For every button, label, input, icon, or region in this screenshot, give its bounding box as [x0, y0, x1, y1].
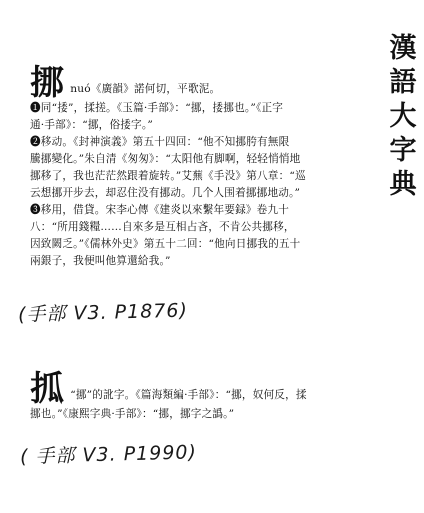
definition-line: 云想挪开步去，却忍住没有挪动。几个人围着挪挪地动。”	[30, 187, 301, 199]
definition-line: 兩銀子，我便叫他算還給我。”	[30, 255, 171, 267]
title-char: 大	[389, 101, 417, 132]
dictionary-entry-variant	[30, 369, 352, 423]
definition-line: 挪移了，我也茫茫然跟着旋转。”艾蕪《手没》第八章：“巡	[30, 170, 306, 182]
definition-line: 挪也。”《康熙字典·手部》：“挪，挪字之譌。”	[30, 408, 235, 420]
handwritten-reference: (手部 V3. P1876)	[17, 299, 189, 326]
definition-line: ❸移用，借貸。宋李心傳《建炎以來繫年要録》卷九十	[30, 204, 290, 216]
definition-line: “挪”的訛字。《篇海類編·手部》：“挪，奴何反，揉	[70, 389, 307, 401]
definition-line: ❷移动。《封神演義》第五十四回：“他不知挪胯有無限	[30, 136, 290, 148]
dictionary-title	[388, 32, 418, 202]
headword: 挪	[30, 63, 65, 103]
definition-line: 因致闕乏。”《儒林外史》第五十二回：“他向日挪我的五十	[30, 238, 301, 250]
title-char: 典	[389, 169, 417, 200]
definition-line: ❶同“捼”，揉搓。《玉篇·手部》：“挪，捼挪也。”《正字	[30, 102, 284, 114]
definition-line: 騰挪變化。”朱自清《匆匆》：“太阳他有脚啊，轻轻悄悄地	[30, 153, 301, 165]
dictionary-entry-nuo	[30, 63, 352, 270]
title-char: 字	[389, 135, 417, 166]
headword: 㧓	[30, 369, 65, 409]
definition-line: 八：“所用錢糧……自來多是互相占吝，不肯公共挪移，	[30, 221, 295, 233]
title-char: 漢	[389, 33, 417, 64]
definition-line: 通·手部》：“挪，俗捼字。”	[30, 119, 153, 131]
entry-head	[30, 369, 352, 409]
entry-head	[30, 63, 352, 103]
handwritten-reference: ( 手部 V3. P1990)	[19, 441, 198, 468]
title-char: 語	[389, 67, 417, 98]
pronunciation: nuó《廣韻》諾何切，平歌泥。	[70, 83, 221, 95]
